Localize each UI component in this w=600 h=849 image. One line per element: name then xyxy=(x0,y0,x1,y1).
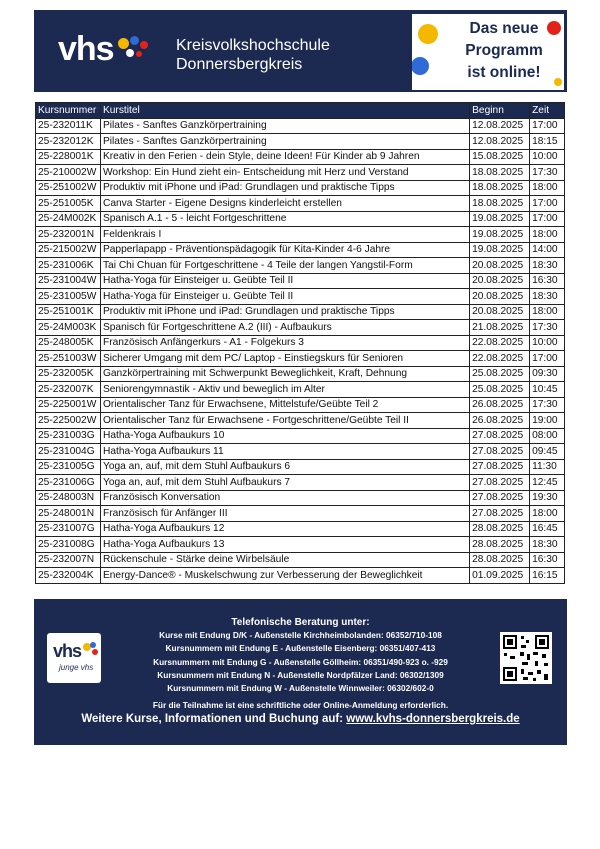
cell-kursnummer: 25-210002W xyxy=(36,165,101,181)
cell-zeit: 14:00 xyxy=(530,242,565,258)
cell-zeit: 18:30 xyxy=(530,537,565,553)
cell-beginn: 22.08.2025 xyxy=(470,351,530,367)
table-body xyxy=(36,118,565,583)
table-row xyxy=(36,459,565,475)
table-row xyxy=(36,165,565,181)
cell-beginn: 12.08.2025 xyxy=(470,118,530,134)
table-row xyxy=(36,351,565,367)
cell-zeit: 18:00 xyxy=(530,227,565,243)
qr-code-icon[interactable] xyxy=(500,632,552,684)
phone-line: Kursnummern mit Endung N - Außenstelle Nordpfälzer Land: 06302/1309 xyxy=(157,669,444,680)
cell-beginn: 01.09.2025 xyxy=(470,568,530,584)
cell-kursnummer: 25-248001N xyxy=(36,506,101,522)
cell-zeit: 19:30 xyxy=(530,490,565,506)
cell-kursnummer: 25-231007G xyxy=(36,521,101,537)
cell-kurstitel: Französisch für Anfänger III xyxy=(100,506,469,522)
table-row xyxy=(36,211,565,227)
cell-kurstitel: Hatha-Yoga für Einsteiger u. Geübte Teil II xyxy=(100,289,469,305)
footer-cta-prefix: Weitere Kurse, Informationen und Buchung auf: xyxy=(81,713,347,725)
table-row xyxy=(36,335,565,351)
cell-zeit: 08:00 xyxy=(530,428,565,444)
cell-zeit: 09:30 xyxy=(530,366,565,382)
cell-kurstitel: Spanisch für Fortgeschrittene A.2 (III) - Aufbaukurs xyxy=(100,320,469,336)
table-row xyxy=(36,227,565,243)
cell-beginn: 28.08.2025 xyxy=(470,521,530,537)
junge-vhs-subtitle: junge vhs xyxy=(59,663,94,672)
cell-kurstitel: Canva Starter - Eigene Designs kinderleicht erstellen xyxy=(100,196,469,212)
junge-vhs-logo-text: vhs xyxy=(53,641,82,661)
cell-zeit: 18:00 xyxy=(530,180,565,196)
cell-zeit: 11:30 xyxy=(530,459,565,475)
cell-kurstitel: Feldenkrais I xyxy=(100,227,469,243)
cell-kurstitel: Französisch Konversation xyxy=(100,490,469,506)
table-row xyxy=(36,289,565,305)
promo-line-3: ist online! xyxy=(467,64,541,81)
table-row xyxy=(36,382,565,398)
cell-beginn: 27.08.2025 xyxy=(470,428,530,444)
cell-zeit: 18:00 xyxy=(530,304,565,320)
cell-kursnummer: 25-231005W xyxy=(36,289,101,305)
cell-kursnummer: 25-232007K xyxy=(36,382,101,398)
table-row xyxy=(36,258,565,274)
cell-kurstitel: Hatha-Yoga Aufbaukurs 11 xyxy=(100,444,469,460)
table-row xyxy=(36,134,565,150)
phone-line: Kursnummern mit Endung E - Außenstelle Eisenberg: 06351/407-413 xyxy=(165,643,436,654)
cell-beginn: 27.08.2025 xyxy=(470,490,530,506)
cell-zeit: 17:00 xyxy=(530,196,565,212)
org-line-2: Donnersbergkreis xyxy=(176,56,303,73)
cell-kursnummer: 25-232004K xyxy=(36,568,101,584)
cell-kursnummer: 25-251003W xyxy=(36,351,101,367)
cell-beginn: 27.08.2025 xyxy=(470,459,530,475)
cell-zeit: 18:15 xyxy=(530,134,565,150)
cell-kurstitel: Sicherer Umgang mit dem PC/ Laptop - Einstiegskurs für Senioren xyxy=(100,351,469,367)
cell-beginn: 26.08.2025 xyxy=(470,413,530,429)
table-row xyxy=(36,149,565,165)
table-row xyxy=(36,397,565,413)
cell-kursnummer: 25-231003G xyxy=(36,428,101,444)
cell-beginn: 19.08.2025 xyxy=(470,211,530,227)
org-line-1: Kreisvolkshochschule xyxy=(176,37,330,54)
phone-line: Kursnummern mit Endung W - Außenstelle Winnweiler: 06302/602-0 xyxy=(167,683,434,694)
phone-line: Kursnummern mit Endung G - Außenstelle Göllheim: 06351/490-923 o. -929 xyxy=(153,656,448,667)
cell-kursnummer: 25-251002W xyxy=(36,180,101,196)
cell-zeit: 16:30 xyxy=(530,552,565,568)
footer-note: Für die Teilnahme ist eine schriftliche oder Online-Anmeldung erforderlich. xyxy=(152,700,449,710)
cell-kurstitel: Orientalischer Tanz für Erwachsene, Mittelstufe/Geübte Teil 2 xyxy=(100,397,469,413)
cell-zeit: 17:00 xyxy=(530,118,565,134)
cell-kursnummer: 25-24M003K xyxy=(36,320,101,336)
organization-name xyxy=(176,36,330,74)
cell-kurstitel: Pilates - Sanftes Ganzkörpertraining xyxy=(100,118,469,134)
cell-kursnummer: 25-251005K xyxy=(36,196,101,212)
cell-beginn: 21.08.2025 xyxy=(470,320,530,336)
cell-beginn: 12.08.2025 xyxy=(470,134,530,150)
cell-beginn: 22.08.2025 xyxy=(470,335,530,351)
cell-kursnummer: 25-231004W xyxy=(36,273,101,289)
footer-title: Telefonische Beratung unter: xyxy=(231,617,370,628)
cell-beginn: 20.08.2025 xyxy=(470,304,530,320)
header-banner xyxy=(34,10,567,92)
cell-kursnummer: 25-225001W xyxy=(36,397,101,413)
cell-kurstitel: Orientalischer Tanz für Erwachsene - Fortgeschrittene/Geübte Teil II xyxy=(100,413,469,429)
cell-kursnummer: 25-232005K xyxy=(36,366,101,382)
cell-beginn: 27.08.2025 xyxy=(470,506,530,522)
cell-beginn: 20.08.2025 xyxy=(470,289,530,305)
cell-beginn: 25.08.2025 xyxy=(470,382,530,398)
cell-zeit: 10:00 xyxy=(530,335,565,351)
cell-kurstitel: Hatha-Yoga Aufbaukurs 12 xyxy=(100,521,469,537)
table-row xyxy=(36,196,565,212)
cell-kurstitel: Produktiv mit iPhone und iPad: Grundlagen und praktische Tipps xyxy=(100,304,469,320)
table-header-row xyxy=(36,103,565,119)
vhs-dots-icon xyxy=(116,34,152,64)
cell-zeit: 16:30 xyxy=(530,273,565,289)
table-row xyxy=(36,304,565,320)
cell-kursnummer: 25-215002W xyxy=(36,242,101,258)
cell-kurstitel: Hatha-Yoga Aufbaukurs 13 xyxy=(100,537,469,553)
cell-kurstitel: Französisch Anfängerkurs - A1 - Folgekurs 3 xyxy=(100,335,469,351)
column-header-beginn: Beginn xyxy=(470,103,530,119)
cell-kurstitel: Hatha-Yoga für Einsteiger u. Geübte Teil II xyxy=(100,273,469,289)
cell-beginn: 20.08.2025 xyxy=(470,273,530,289)
cell-zeit: 18:30 xyxy=(530,289,565,305)
vhs-logo-text: vhs xyxy=(58,30,114,68)
table-row xyxy=(36,273,565,289)
cell-zeit: 09:45 xyxy=(530,444,565,460)
cell-kurstitel: Yoga an, auf, mit dem Stuhl Aufbaukurs 7 xyxy=(100,475,469,491)
cell-zeit: 17:30 xyxy=(530,320,565,336)
table-row xyxy=(36,444,565,460)
vhs-logo xyxy=(58,30,152,68)
table-row xyxy=(36,552,565,568)
cell-beginn: 26.08.2025 xyxy=(470,397,530,413)
table-row xyxy=(36,413,565,429)
cell-kurstitel: Workshop: Ein Hund zieht ein- Entscheidung mit Herz und Verstand xyxy=(100,165,469,181)
table-row xyxy=(36,568,565,584)
column-header-kursnummer: Kursnummer xyxy=(36,103,101,119)
cell-beginn: 15.08.2025 xyxy=(470,149,530,165)
table-row xyxy=(36,428,565,444)
cell-zeit: 10:00 xyxy=(530,149,565,165)
cell-beginn: 19.08.2025 xyxy=(470,227,530,243)
cell-zeit: 17:00 xyxy=(530,211,565,227)
cell-kursnummer: 25-228001K xyxy=(36,149,101,165)
cell-kursnummer: 25-24M002K xyxy=(36,211,101,227)
cell-zeit: 12:45 xyxy=(530,475,565,491)
cell-kurstitel: Hatha-Yoga Aufbaukurs 10 xyxy=(100,428,469,444)
cell-kurstitel: Papperlapapp - Präventionspädagogik für Kita-Kinder 4-6 Jahre xyxy=(100,242,469,258)
cell-zeit: 18:30 xyxy=(530,258,565,274)
footer-contact xyxy=(34,599,567,745)
table-row xyxy=(36,320,565,336)
website-link[interactable]: www.kvhs-donnersbergkreis.de xyxy=(346,713,520,725)
cell-kursnummer: 25-248003N xyxy=(36,490,101,506)
cell-zeit: 10:45 xyxy=(530,382,565,398)
cell-beginn: 28.08.2025 xyxy=(470,537,530,553)
table-row xyxy=(36,118,565,134)
cell-zeit: 17:30 xyxy=(530,165,565,181)
promo-line-1: Das neue xyxy=(469,20,539,37)
cell-beginn: 19.08.2025 xyxy=(470,242,530,258)
promo-badge xyxy=(412,14,564,90)
course-table xyxy=(35,102,565,584)
table-row xyxy=(36,537,565,553)
cell-zeit: 18:00 xyxy=(530,506,565,522)
cell-beginn: 18.08.2025 xyxy=(470,180,530,196)
cell-beginn: 27.08.2025 xyxy=(470,475,530,491)
cell-kurstitel: Tai Chi Chuan für Fortgeschrittene - 4 Teile der langen Yangstil-Form xyxy=(100,258,469,274)
cell-kursnummer: 25-232011K xyxy=(36,118,101,134)
cell-kurstitel: Produktiv mit iPhone und iPad: Grundlagen und praktische Tipps xyxy=(100,180,469,196)
cell-kursnummer: 25-231006G xyxy=(36,475,101,491)
table-row xyxy=(36,180,565,196)
phone-line: Kurse mit Endung D/K - Außenstelle Kirchheimbolanden: 06352/710-108 xyxy=(159,630,442,640)
cell-kursnummer: 25-232001N xyxy=(36,227,101,243)
cell-kurstitel: Kreativ in den Ferien - dein Style, deine Ideen! Für Kinder ab 9 Jahren xyxy=(100,149,469,165)
table-row xyxy=(36,475,565,491)
cell-zeit: 19:00 xyxy=(530,413,565,429)
cell-kursnummer: 25-225002W xyxy=(36,413,101,429)
table-row xyxy=(36,506,565,522)
cell-kursnummer: 25-231008G xyxy=(36,537,101,553)
cell-kursnummer: 25-231005G xyxy=(36,459,101,475)
cell-kurstitel: Pilates - Sanftes Ganzkörpertraining xyxy=(100,134,469,150)
cell-kurstitel: Energy-Dance® - Muskelschwung zur Verbesserung der Beweglichkeit xyxy=(100,568,469,584)
cell-zeit: 16:45 xyxy=(530,521,565,537)
cell-beginn: 18.08.2025 xyxy=(470,196,530,212)
cell-zeit: 16:15 xyxy=(530,568,565,584)
column-header-kurstitel: Kurstitel xyxy=(100,103,469,119)
cell-kursnummer: 25-232007N xyxy=(36,552,101,568)
cell-kurstitel: Ganzkörpertraining mit Schwerpunkt Beweglichkeit, Kraft, Dehnung xyxy=(100,366,469,382)
cell-kursnummer: 25-231006K xyxy=(36,258,101,274)
cell-beginn: 28.08.2025 xyxy=(470,552,530,568)
cell-kurstitel: Spanisch A.1 - 5 - leicht Fortgeschrittene xyxy=(100,211,469,227)
cell-beginn: 25.08.2025 xyxy=(470,366,530,382)
cell-kursnummer: 25-231004G xyxy=(36,444,101,460)
cell-kurstitel: Rückenschule - Stärke deine Wirbelsäule xyxy=(100,552,469,568)
table-row xyxy=(36,490,565,506)
table-row xyxy=(36,366,565,382)
table-row xyxy=(36,521,565,537)
cell-zeit: 17:00 xyxy=(530,351,565,367)
cell-beginn: 27.08.2025 xyxy=(470,444,530,460)
footer-cta xyxy=(34,713,567,725)
cell-kursnummer: 25-251001K xyxy=(36,304,101,320)
promo-text xyxy=(448,18,560,84)
promo-line-2: Programm xyxy=(465,42,543,59)
table-row xyxy=(36,242,565,258)
cell-beginn: 18.08.2025 xyxy=(470,165,530,181)
cell-beginn: 20.08.2025 xyxy=(470,258,530,274)
footer-phone-list xyxy=(34,629,567,695)
column-header-zeit: Zeit xyxy=(530,103,565,119)
cell-zeit: 17:30 xyxy=(530,397,565,413)
cell-kursnummer: 25-232012K xyxy=(36,134,101,150)
cell-kurstitel: Yoga an, auf, mit dem Stuhl Aufbaukurs 6 xyxy=(100,459,469,475)
cell-kursnummer: 25-248005K xyxy=(36,335,101,351)
cell-kurstitel: Seniorengymnastik - Aktiv und beweglich im Alter xyxy=(100,382,469,398)
